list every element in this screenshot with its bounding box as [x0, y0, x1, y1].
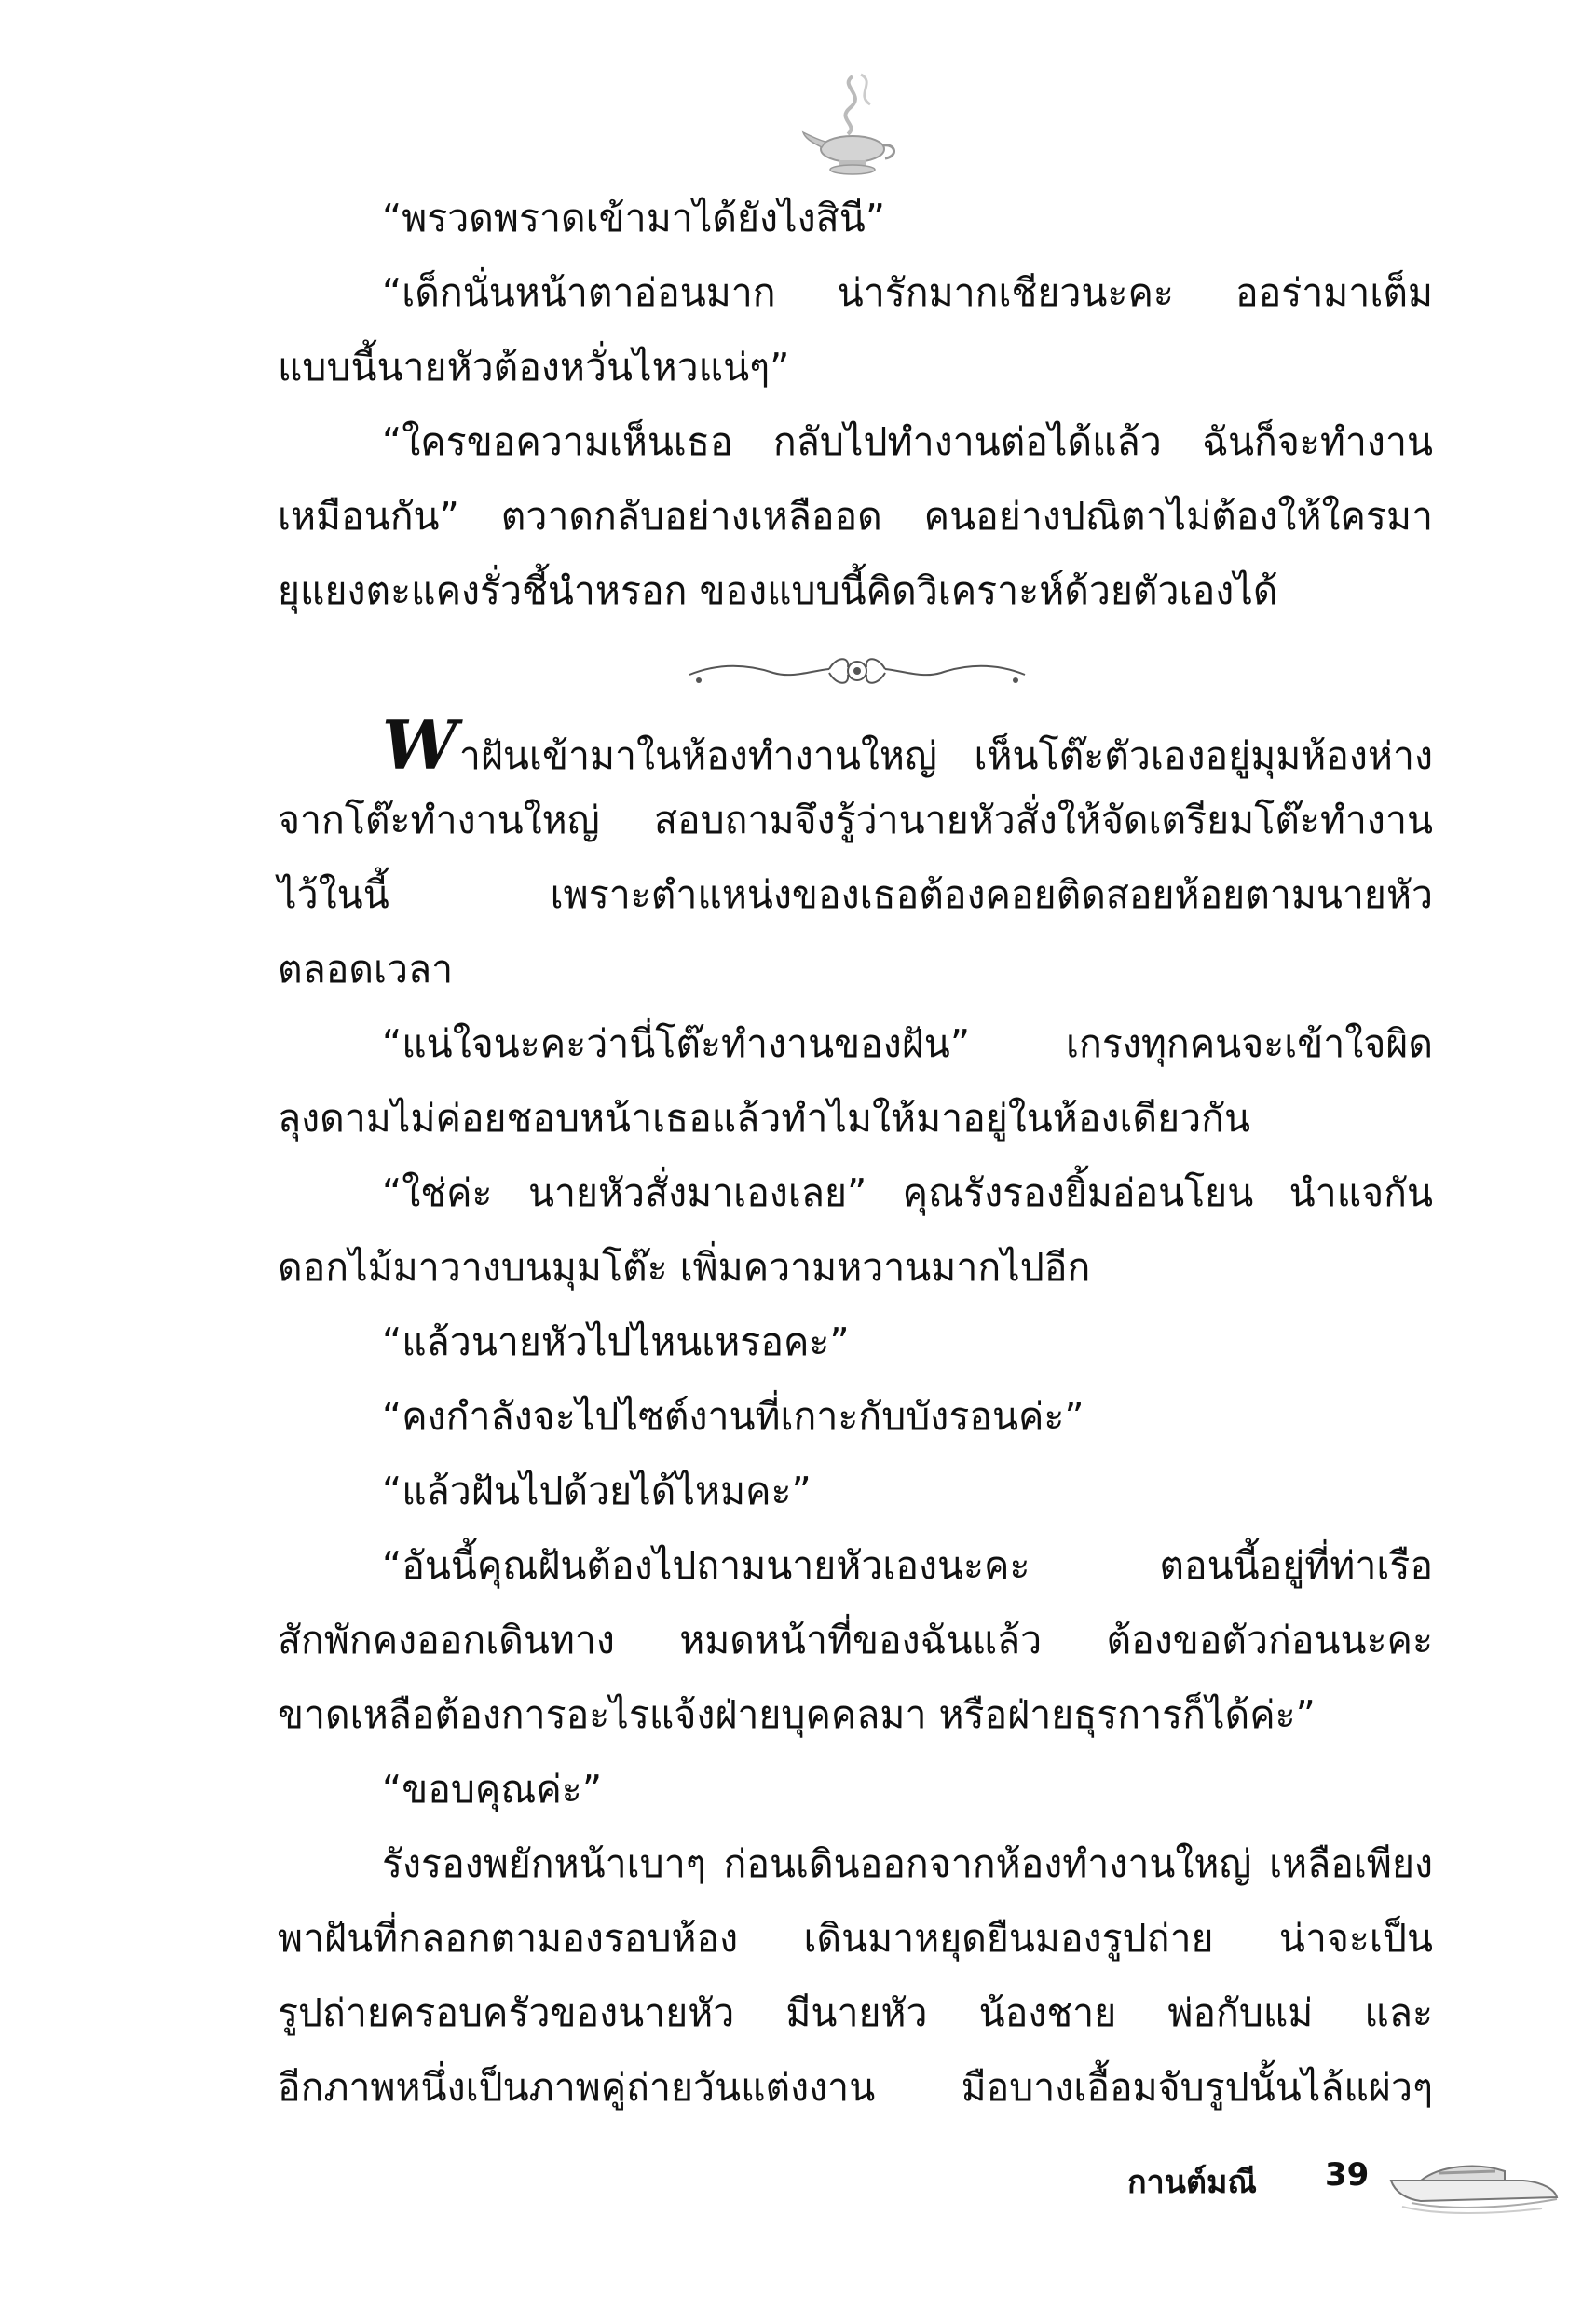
text-line: ดอกไม้มาวางบนมุมโต๊ะ เพิ่มความหวานมากไปอีก: [278, 1245, 1091, 1290]
text-line: “ใช่ค่ะ นายหัวสั่งมาเองเลย” คุณรังรองยิ้มอ่อนโยน นำแจกัน: [382, 1170, 1433, 1215]
page-number: 39: [1325, 2156, 1370, 2194]
text-line: ยุแยงตะแคงรั่วชี้นำหรอก ของแบบนี้คิดวิเคราะห์ด้วยตัวเองได้: [278, 568, 1278, 613]
text-line: เหมือนกัน” ตวาดกลับอย่างเหลืออด คนอย่างปณิตาไม่ต้องให้ใครมา: [278, 494, 1433, 539]
text-line: “เด็กนั่นหน้าตาอ่อนมาก น่ารักมากเชียวนะคะ ออร่ามาเต็ม: [382, 270, 1433, 315]
text-line: ลุงดามไม่ค่อยชอบหน้าเธอแล้วทำไมให้มาอยู่ในห้องเดียวกัน: [278, 1096, 1251, 1141]
drop-cap: W: [382, 705, 457, 785]
text-line: จากโต๊ะทำงานใหญ่ สอบถามจึงรู้ว่านายหัวสั่งให้จัดเตรียมโต๊ะทำงาน: [278, 798, 1433, 842]
text-line: “คงกำลังจะไปไซต์งานที่เกาะกับบังรอนค่ะ”: [382, 1394, 1084, 1439]
speedboat-icon: [1384, 2143, 1561, 2218]
text-line: “แน่ใจนะคะว่านี่โต๊ะทำงานของฝัน” เกรงทุกคนจะเข้าใจผิด: [382, 1021, 1433, 1066]
text-line: “ใครขอความเห็นเธอ กลับไปทำงานต่อได้แล้ว ฉันก็จะทำงาน: [382, 419, 1433, 464]
text-line: อีกภาพหนึ่งเป็นภาพคู่ถ่ายวันแต่งงาน มือบางเอื้อมจับรูปนั้นไล้แผ่วๆ: [278, 2065, 1433, 2110]
text-line: “อันนี้คุณฝันต้องไปถามนายหัวเองนะคะ ตอนนี้อยู่ที่ท่าเรือ: [382, 1543, 1433, 1588]
book-title: กานต์มณี: [1127, 2164, 1257, 2201]
text-line: “แล้วนายหัวไปไหนเหรอคะ”: [382, 1320, 850, 1364]
text-line: ตลอดเวลา: [278, 947, 454, 991]
page-footer: [1127, 2143, 1575, 2218]
text-line: ไว้ในนี้ เพราะตำแหน่งของเธอต้องคอยติดสอยห้อยตามนายหัว: [278, 872, 1433, 917]
text-line: รังรองพยักหน้าเบาๆ ก่อนเดินออกจากห้องทำงานใหญ่ เหลือเพียง: [382, 1841, 1433, 1886]
ornamental-divider-icon: [680, 643, 1034, 699]
text-line: สักพักคงออกเดินทาง หมดหน้าที่ของฉันแล้ว ต้องขอตัวก่อนนะคะ: [278, 1618, 1433, 1662]
genie-lamp-icon: [801, 67, 904, 179]
text-span: าฝันเข้ามาในห้องทำงานใหญ่ เห็นโต๊ะตัวเองอยู่มุมห้องห่าง: [458, 733, 1433, 778]
text-line: “ขอบคุณค่ะ”: [382, 1767, 603, 1812]
text-line: แบบนี้นายหัวต้องหวั่นไหวแน่ๆ”: [278, 345, 790, 390]
text-line: “แล้วฝันไปด้วยได้ไหมคะ”: [382, 1469, 812, 1513]
text-line: “พรวดพราดเข้ามาได้ยังไงสินี”: [382, 196, 885, 240]
text-line-dropcap: [278, 705, 1433, 785]
text-line: รูปถ่ายครอบครัวของนายหัว มีนายหัว น้องชาย พ่อกับแม่ และ: [278, 1990, 1433, 2035]
text-line: พาฝันที่กลอกตามองรอบห้อง เดินมาหยุดยืนมองรูปถ่าย น่าจะเป็น: [278, 1916, 1433, 1961]
text-line: ขาดเหลือต้องการอะไรแจ้งฝ่ายบุคคลมา หรือฝ่ายธุรการก็ได้ค่ะ”: [278, 1692, 1316, 1737]
